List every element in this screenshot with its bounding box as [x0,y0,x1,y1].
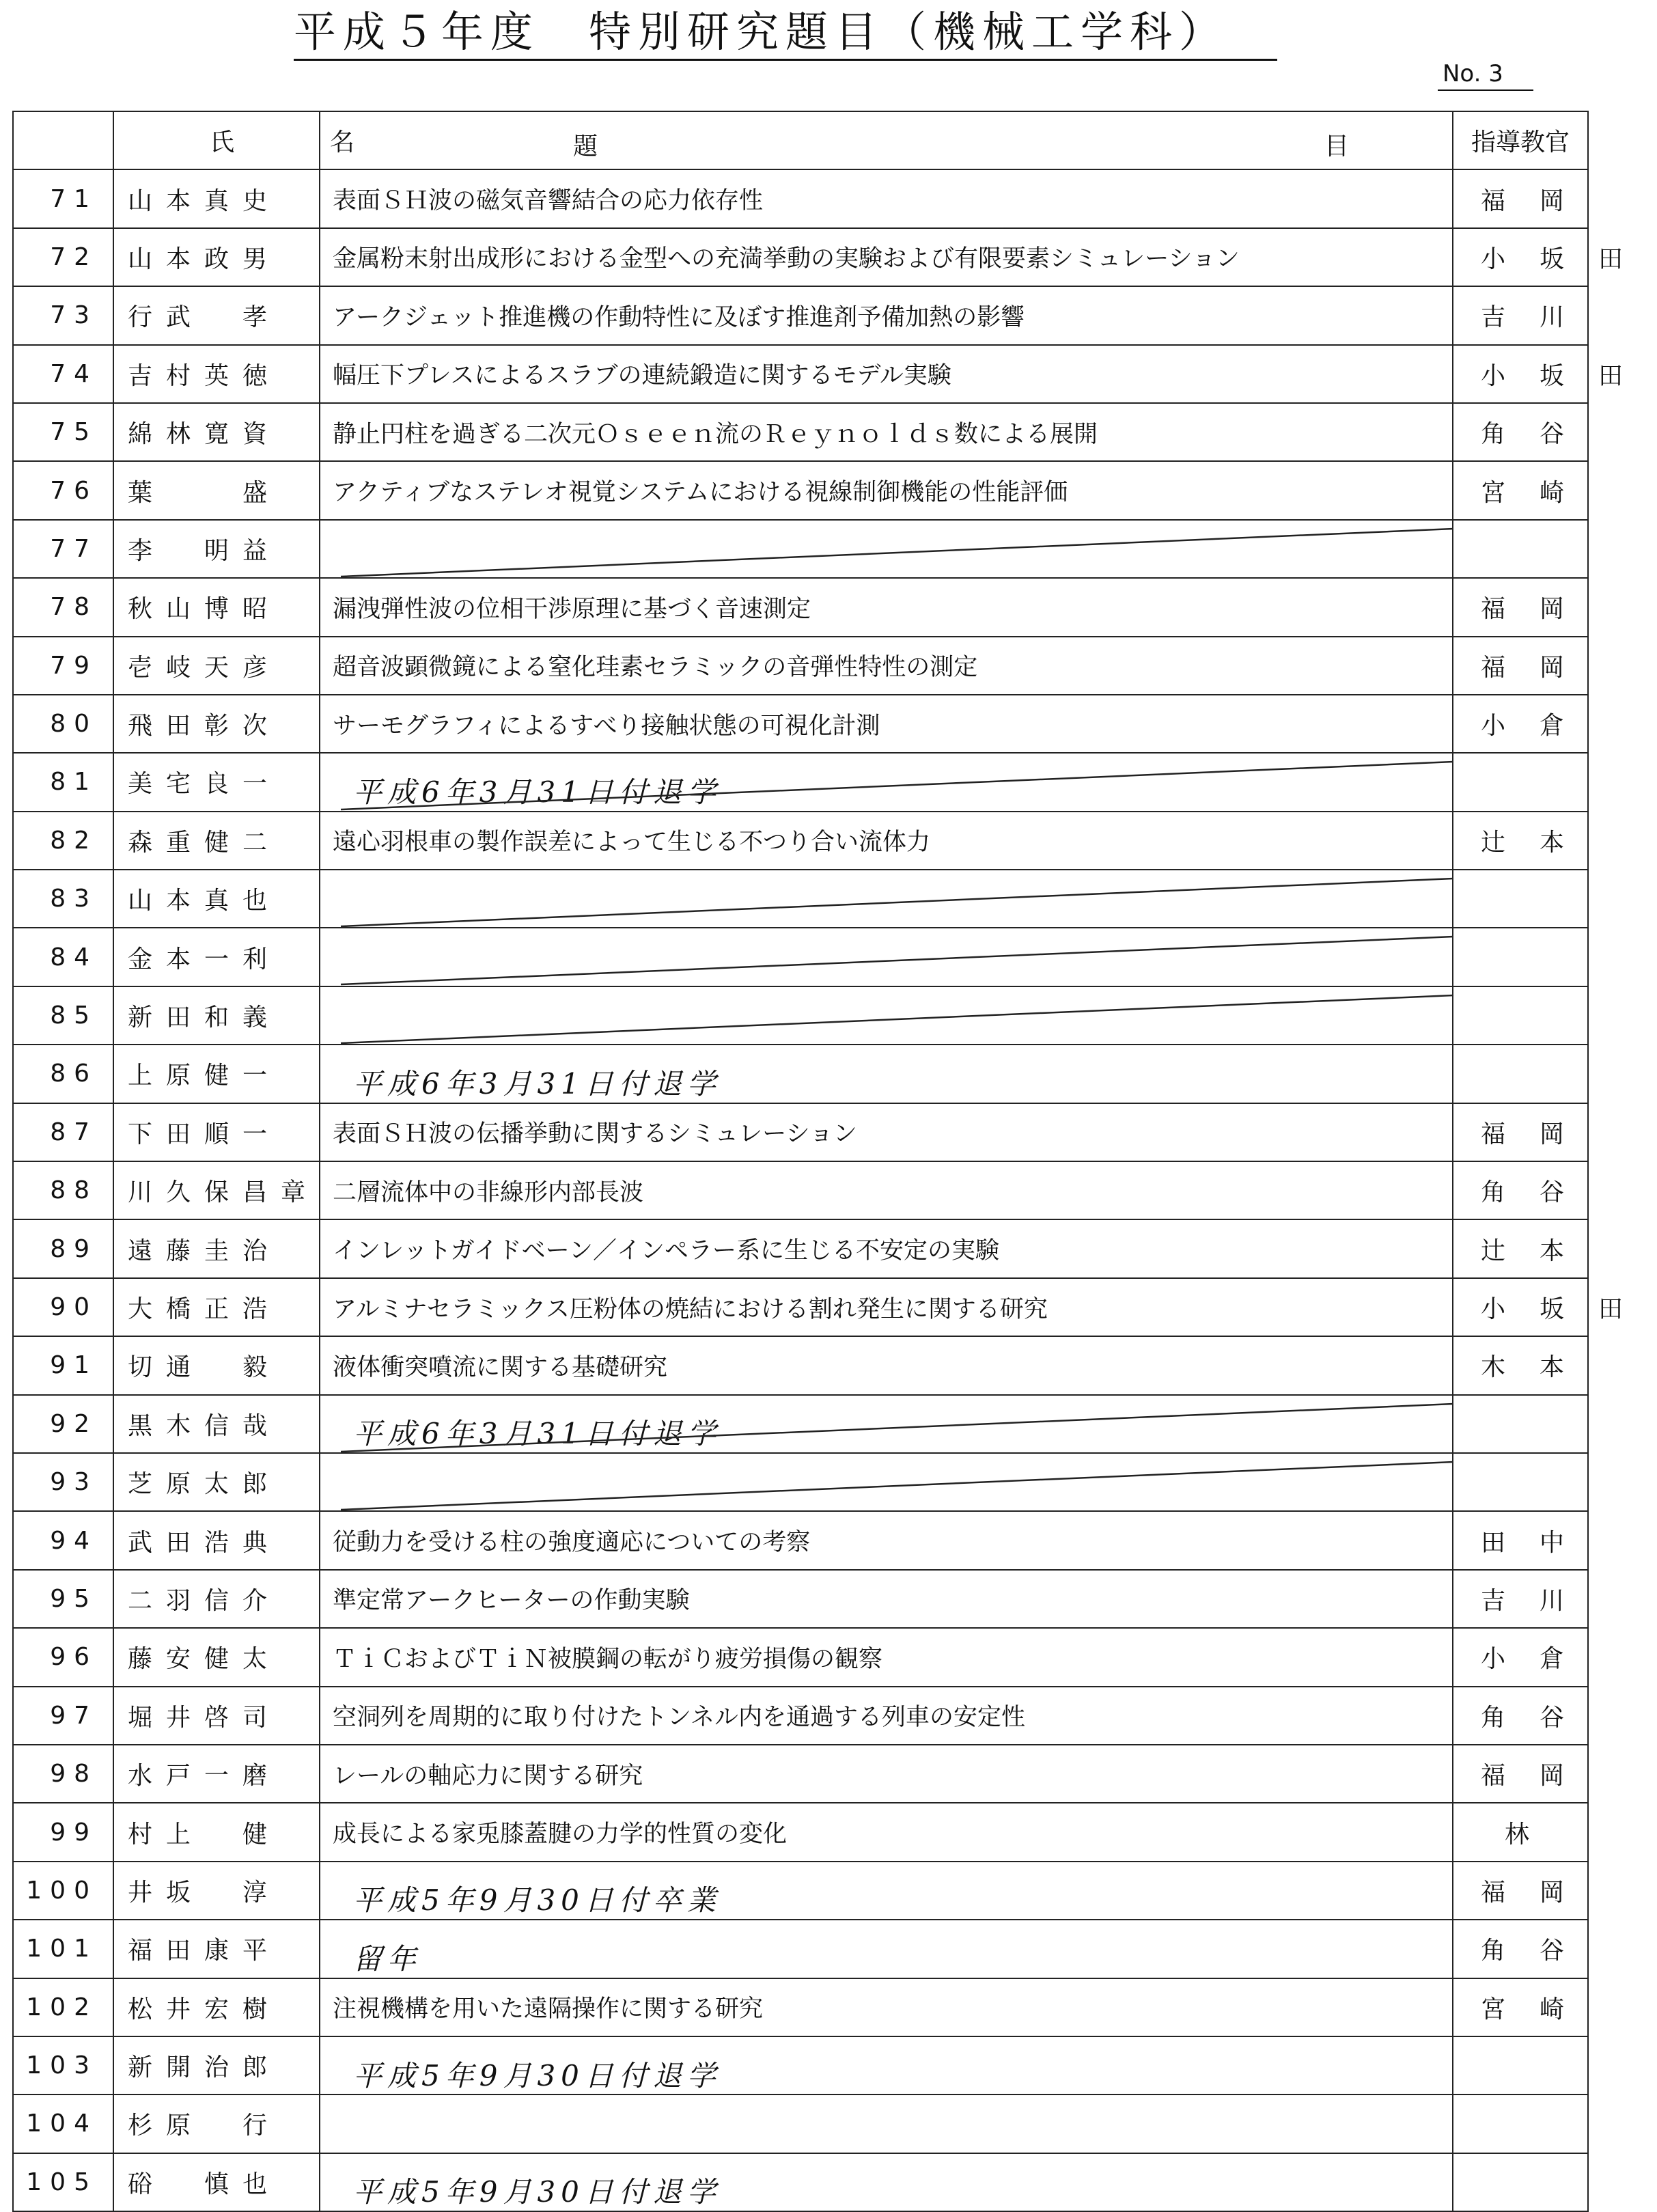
student-name: 硲 慎也 [113,2153,320,2211]
student-name: 山本真史 [113,169,320,227]
research-title [320,1803,1453,1861]
row-number: 101 [13,1920,113,1978]
student-name: 大橋正浩 [113,1278,320,1336]
row-number: 100 [13,1862,113,1920]
student-name: 松井宏樹 [113,1978,320,2036]
handwritten-note: 平成6年3月31日付退学 [353,1066,721,1101]
student-name: 堀井啓司 [113,1687,320,1745]
research-title-text: 成長による家兎膝蓋腱の力学的性質の変化 [333,1821,788,1849]
research-title-text: ＴｉＣおよびＴｉＮ被膜鋼の転がり疲労損傷の観察 [333,1645,883,1673]
research-title [320,2095,1453,2153]
advisor-name: 福岡 [1453,637,1588,695]
student-name: 井坂 淳 [113,1862,320,1920]
research-title-text: 注視機構を用いた遠隔操作に関する研究 [333,1995,764,2023]
student-name: 葉 盛 [113,461,320,519]
table-row [13,1745,1588,1803]
advisor-name: 辻本 [1453,1219,1588,1277]
handwritten-note: 平成5年9月30日付退学 [353,2175,721,2209]
table-row [13,2095,1588,2153]
row-number: 98 [13,1745,113,1803]
row-number: 74 [13,345,113,403]
advisor-name [1453,870,1588,928]
row-number: 80 [13,695,113,753]
student-name: 秋山博昭 [113,578,320,636]
row-number: 78 [13,578,113,636]
research-title [320,1978,1453,2036]
row-number: 95 [13,1570,113,1628]
advisor-name: 角谷 [1453,1161,1588,1219]
student-name: 行武 孝 [113,286,320,344]
student-name: 下田順一 [113,1103,320,1161]
advisor-name: 小坂田 [1453,345,1588,403]
research-title-text: 従動力を受ける柱の強度適応についての考察 [333,1529,811,1557]
table-row [13,986,1588,1045]
header-number [13,111,113,169]
handwritten-note: 平成6年3月31日付退学 [353,775,721,809]
student-name: 山本政男 [113,228,320,286]
student-name: 新開治郎 [113,2036,320,2095]
row-number: 90 [13,1278,113,1336]
handwritten-note: 平成5年9月30日付卒業 [353,1883,721,1918]
research-title-text: アークジェット推進機の作動特性に及ぼす推進剤予備加熱の影響 [333,303,1025,331]
student-name: 飛田彰次 [113,695,320,753]
header-name: 氏名 [113,111,320,169]
research-title [320,928,1453,986]
table-row [13,812,1588,870]
research-title [320,1045,1453,1103]
table-row [13,695,1588,753]
research-title-text: 静止円柱を過ぎる二次元Ｏｓｅｅｎ流のＲｅｙｎｏｌｄｓ数による展開 [333,420,1098,448]
research-title [320,286,1453,344]
advisor-name: 田中 [1453,1511,1588,1569]
row-number: 91 [13,1336,113,1394]
table-row [13,1045,1588,1103]
row-number: 93 [13,1453,113,1511]
row-number: 75 [13,403,113,461]
student-name: 遠藤圭治 [113,1219,320,1277]
table-row [13,520,1588,578]
advisor-name: 小坂田 [1453,228,1588,286]
advisor-name: 福岡 [1453,1103,1588,1161]
student-name: 武田浩典 [113,1511,320,1569]
advisor-name [1453,2153,1588,2211]
row-number: 81 [13,753,113,811]
research-title-text: 金属粉末射出成形における金型への充満挙動の実験および有限要素シミュレーション [333,245,1240,273]
advisor-name: 宮崎 [1453,461,1588,519]
row-number: 76 [13,461,113,519]
research-title-text: レールの軸応力に関する研究 [333,1762,643,1790]
table-row [13,1453,1588,1511]
row-number: 96 [13,1628,113,1686]
student-name: 綿林寛資 [113,403,320,461]
row-number: 77 [13,520,113,578]
advisor-name: 福岡 [1453,169,1588,227]
header-advisor: 指導教官 [1453,111,1588,169]
research-title-text: 空洞列を周期的に取り付けたトンネル内を通過する列車の安定性 [333,1704,1025,1732]
table-row [13,2153,1588,2211]
advisor-name: 林 [1453,1803,1588,1861]
research-title [320,1687,1453,1745]
student-name: 芝原太郎 [113,1453,320,1511]
student-name: 李 明益 [113,520,320,578]
table-row [13,1161,1588,1219]
research-topics-table [12,111,1657,2212]
research-title-text: アクティブなステレオ視覚システムにおける視線制御機能の性能評価 [333,479,1068,507]
table-row [13,1336,1588,1394]
research-title [320,345,1453,403]
research-title [320,870,1453,928]
student-name: 森重健二 [113,812,320,870]
advisor-name: 福岡 [1453,1862,1588,1920]
advisor-name: 角谷 [1453,1920,1588,1978]
student-name: 二羽信介 [113,1570,320,1628]
advisor-name: 辻本 [1453,812,1588,870]
research-title-text: サーモグラフィによるすべり接触状態の可視化計測 [333,712,880,740]
table-row [13,1511,1588,1569]
research-title-text: 幅圧下プレスによるスラブの連続鍛造に関するモデル実験 [333,362,951,390]
table-row [13,461,1588,519]
row-number: 79 [13,637,113,695]
student-name: 切通 毅 [113,1336,320,1394]
strike-line [320,987,1453,1046]
page-number-underline [1438,89,1533,91]
research-title-text: 遠心羽根車の製作誤差によって生じる不つり合い流体力 [333,829,931,857]
table-row [13,403,1588,461]
advisor-name [1453,2036,1588,2095]
research-title [320,812,1453,870]
row-number: 72 [13,228,113,286]
table-row [13,1628,1588,1686]
student-name: 山本真也 [113,870,320,928]
research-title [320,578,1453,636]
table-row [13,228,1588,286]
research-title [320,169,1453,227]
student-name: 黒木信哉 [113,1395,320,1453]
student-name: 藤安健太 [113,1628,320,1686]
research-title-text: 表面ＳＨ波の磁気音響結合の応力依存性 [333,187,764,215]
strike-line [320,928,1453,987]
table-row [13,2036,1588,2095]
advisor-name: 吉川 [1453,286,1588,344]
research-title [320,1453,1453,1511]
table-row [13,286,1588,344]
research-title [320,1161,1453,1219]
row-number: 99 [13,1803,113,1861]
document-title: 平成５年度 特別研究題目（機械工学科） [294,7,1229,57]
row-number: 88 [13,1161,113,1219]
student-name: 福田康平 [113,1920,320,1978]
advisor-name [1453,520,1588,578]
row-number: 71 [13,169,113,227]
research-title [320,1103,1453,1161]
advisor-name [1453,2095,1588,2153]
research-title-text: 表面ＳＨ波の伝播挙動に関するシミュレーション [333,1120,857,1148]
advisor-name [1453,928,1588,986]
research-title [320,2036,1453,2095]
advisor-name [1453,1453,1588,1511]
research-title [320,1336,1453,1394]
advisor-name: 吉川 [1453,1570,1588,1628]
table-row [13,1687,1588,1745]
student-name: 上原健一 [113,1045,320,1103]
research-title [320,520,1453,578]
advisor-name [1453,753,1588,811]
student-name: 美宅良一 [113,753,320,811]
table-row [13,753,1588,811]
advisor-name [1453,986,1588,1045]
research-title [320,2153,1453,2211]
research-title [320,1570,1453,1628]
row-number: 87 [13,1103,113,1161]
table-row [13,637,1588,695]
strike-line [320,754,1453,812]
research-title-text: アルミナセラミックス圧粉体の焼結における割れ発生に関する研究 [333,1295,1048,1323]
table-row [13,1395,1588,1453]
research-title [320,1862,1453,1920]
row-number: 83 [13,870,113,928]
research-title-text: インレットガイドベーン／インペラー系に生じる不安定の実験 [333,1237,999,1265]
row-number: 86 [13,1045,113,1103]
table-body [13,169,1657,2211]
research-title [320,1920,1453,1978]
table-row [13,870,1588,928]
table-row [13,1862,1588,1920]
row-number: 97 [13,1687,113,1745]
advisor-name [1453,1045,1588,1103]
research-title [320,1395,1453,1453]
research-title [320,753,1453,811]
research-title-text: 液体衝突噴流に関する基礎研究 [333,1353,668,1381]
page-number: No. 3 [1443,60,1503,87]
research-title [320,1628,1453,1686]
row-number: 94 [13,1511,113,1569]
row-number: 89 [13,1219,113,1277]
header-title [320,111,1453,169]
research-title [320,695,1453,753]
research-title-text: 二層流体中の非線形内部長波 [333,1178,644,1206]
table-row [13,169,1588,227]
research-title [320,1511,1453,1569]
strike-line [320,521,1453,579]
table-row [13,345,1588,403]
row-number: 104 [13,2095,113,2153]
header-row [13,111,1588,169]
handwritten-note: 平成5年9月30日付退学 [353,2058,721,2092]
research-title [320,228,1453,286]
row-number: 73 [13,286,113,344]
header-title-left: 題 [573,133,598,161]
table-row [13,1803,1588,1861]
research-title [320,986,1453,1045]
student-name: 水戸一磨 [113,1745,320,1803]
student-name: 金本一利 [113,928,320,986]
research-title [320,637,1453,695]
strike-line [320,870,1453,929]
advisor-name: 宮崎 [1453,1978,1588,2036]
research-title-text: 準定常アークヒーターの作動実験 [333,1587,690,1615]
advisor-name: 角谷 [1453,1687,1588,1745]
row-number: 105 [13,2153,113,2211]
advisor-name: 木本 [1453,1336,1588,1394]
table-row [13,578,1588,636]
research-title [320,461,1453,519]
table-row [13,1570,1588,1628]
row-number: 85 [13,986,113,1045]
handwritten-note: 留年 [353,1941,422,1976]
student-name: 村上 健 [113,1803,320,1861]
student-name: 壱岐天彦 [113,637,320,695]
row-number: 103 [13,2036,113,2095]
advisor-name: 小坂田 [1453,1278,1588,1336]
table-row [13,1278,1588,1336]
table-row [13,1978,1588,2036]
student-name: 吉村英徳 [113,345,320,403]
table-row [13,1219,1588,1277]
research-title-text: 超音波顕微鏡による窒化珪素セラミックの音弾性特性の測定 [333,654,978,682]
advisor-name [1453,1395,1588,1453]
advisor-name: 小倉 [1453,1628,1588,1686]
row-number: 102 [13,1978,113,2036]
row-number: 92 [13,1395,113,1453]
advisor-name: 小倉 [1453,695,1588,753]
row-number: 84 [13,928,113,986]
advisor-name: 福岡 [1453,1745,1588,1803]
research-title [320,1278,1453,1336]
row-number: 82 [13,812,113,870]
table-row [13,1103,1588,1161]
student-name: 新田和義 [113,986,320,1045]
advisor-name: 角谷 [1453,403,1588,461]
research-title [320,1745,1453,1803]
handwritten-note: 平成6年3月31日付退学 [353,1417,721,1451]
student-name: 川久保昌章 [113,1161,320,1219]
header-title-right: 目 [1324,133,1350,161]
strike-line [320,1396,1453,1454]
advisor-name: 福岡 [1453,578,1588,636]
table-row [13,1920,1588,1978]
table-row [13,928,1588,986]
research-title [320,1219,1453,1277]
research-title [320,403,1453,461]
title-underline [294,59,1277,61]
strike-line [320,1454,1453,1512]
research-title-text: 漏洩弾性波の位相干渉原理に基づく音速測定 [333,595,811,623]
student-name: 杉原 行 [113,2095,320,2153]
